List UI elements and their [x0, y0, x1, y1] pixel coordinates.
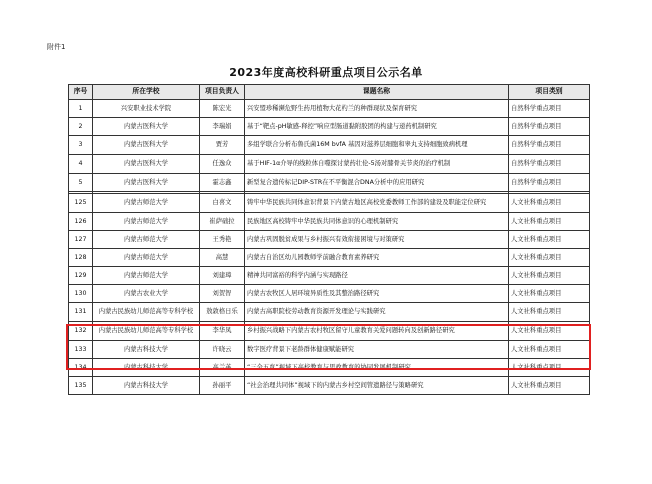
cell-project-name: 内蒙古高职院校劳动教育资源开发理论与实践研究 [245, 303, 509, 322]
table-row [69, 285, 590, 303]
cell-school: 兴安职业技术学院 [93, 100, 200, 118]
cell-leader: 高兰英 [200, 359, 245, 377]
cell-project-name: 内蒙古巩固脱贫成果与乡村振兴有效衔接困境与对策研究 [245, 231, 509, 249]
table-row [69, 249, 590, 267]
cell-no: 1 [69, 100, 93, 118]
cell-category: 人文社科重点项目 [509, 359, 590, 377]
table-row [69, 213, 590, 231]
cell-project-name: “三全五育”视域下高校教育与思政教育的协同发展机制研究 [245, 359, 509, 377]
table-row [69, 155, 590, 174]
cell-no: 4 [69, 155, 93, 174]
cell-project-name: 乡村振兴战略下内蒙古农村牧区留守儿童教育关爱问题转向及创新路径研究 [245, 322, 509, 341]
header-project-name: 课题名称 [245, 85, 509, 100]
cell-leader: 陈宏光 [200, 100, 245, 118]
cell-school: 内蒙古师范大学 [93, 249, 200, 267]
cell-leader: 崔萨础拉 [200, 213, 245, 231]
cell-category: 自然科学重点项目 [509, 100, 590, 118]
cell-school: 内蒙古师范大学 [93, 194, 200, 213]
cell-school: 内蒙古民族幼儿师范高等专科学校 [93, 322, 200, 341]
cell-leader: 高慧 [200, 249, 245, 267]
cell-school: 内蒙古师范大学 [93, 213, 200, 231]
cell-leader: 李华凤 [200, 322, 245, 341]
cell-no: 2 [69, 118, 93, 136]
cell-school: 内蒙古科技大学 [93, 359, 200, 377]
cell-leader: 李瑞娟 [200, 118, 245, 136]
cell-category: 人文社科重点项目 [509, 231, 590, 249]
cell-leader: 刘贺智 [200, 285, 245, 303]
table-header-row [69, 85, 590, 100]
cell-no: 129 [69, 267, 93, 285]
table-row [69, 359, 590, 377]
table-row [69, 341, 590, 359]
cell-category: 人文社科重点项目 [509, 194, 590, 213]
table-row [69, 136, 590, 155]
cell-leader: 任逸众 [200, 155, 245, 174]
cell-project-name: 精神共同富裕的科学内涵与实现路径 [245, 267, 509, 285]
cell-category: 自然科学重点项目 [509, 155, 590, 174]
cell-project-name: 基于HIF-1α介导的线粒体自噬探讨蒙药壮伦-5汤对膝骨关节炎的治疗机制 [245, 155, 509, 174]
header-school: 所在学校 [93, 85, 200, 100]
table-row-highlighted [69, 322, 590, 341]
cell-project-name: 数字医疗背景下老龄群体健康赋能研究 [245, 341, 509, 359]
cell-school: 内蒙古师范大学 [93, 267, 200, 285]
table-row [69, 118, 590, 136]
project-table-wrapper [68, 84, 589, 395]
cell-leader: 贾芳 [200, 136, 245, 155]
cell-no: 133 [69, 341, 93, 359]
cell-school: 内蒙古农业大学 [93, 285, 200, 303]
table-row [69, 174, 590, 192]
cell-category: 人文社科重点项目 [509, 322, 590, 341]
cell-school: 内蒙古医科大学 [93, 136, 200, 155]
cell-category: 人文社科重点项目 [509, 377, 590, 395]
cell-school: 内蒙古科技大学 [93, 377, 200, 395]
cell-category: 人文社科重点项目 [509, 267, 590, 285]
cell-no: 135 [69, 377, 93, 395]
table-row [69, 194, 590, 213]
cell-project-name: 内蒙古自治区幼儿园教师学前融合教育素养研究 [245, 249, 509, 267]
table-row [69, 231, 590, 249]
cell-project-name: 内蒙古农牧区人居环境异质性及其整治路径研究 [245, 285, 509, 303]
cell-project-name: “社会治理共同体”视域下的内蒙古乡村空间管遗路径与策略研究 [245, 377, 509, 395]
cell-leader: 霍志鑫 [200, 174, 245, 192]
cell-no: 126 [69, 213, 93, 231]
cell-project-name: 新型复合遗传标记DIP-STR在不平衡混合DNA分析中的应用研究 [245, 174, 509, 192]
table-row [69, 100, 590, 118]
project-table [68, 84, 590, 395]
table-row-highlighted [69, 303, 590, 322]
cell-category: 人文社科重点项目 [509, 213, 590, 231]
cell-no: 127 [69, 231, 93, 249]
cell-project-name: 基于“靶点-pH敏感-释控”响应型肠道黏附胶团的构建与递药机制研究 [245, 118, 509, 136]
cell-category: 自然科学重点项目 [509, 174, 590, 192]
cell-leader: 孙丽平 [200, 377, 245, 395]
cell-project-name: 铸牢中华民族共同体意识背景下内蒙古地区高校党委教师工作部的建设及职能定位研究 [245, 194, 509, 213]
cell-leader: 敖敦格日乐 [200, 303, 245, 322]
table-row [69, 267, 590, 285]
cell-project-name: 多组学联合分析布鲁氏菌16M bvfA 基因对滋养层细胞和睾丸支持细胞致病机理 [245, 136, 509, 155]
cell-project-name: 民族地区高校铸牢中华民族共同体意识的心理机制研究 [245, 213, 509, 231]
cell-no: 130 [69, 285, 93, 303]
cell-leader: 王秀艳 [200, 231, 245, 249]
cell-school: 内蒙古医科大学 [93, 155, 200, 174]
cell-no: 128 [69, 249, 93, 267]
cell-category: 人文社科重点项目 [509, 341, 590, 359]
table-row [69, 377, 590, 395]
cell-school: 内蒙古医科大学 [93, 118, 200, 136]
header-category: 项目类别 [509, 85, 590, 100]
cell-no: 3 [69, 136, 93, 155]
cell-no: 132 [69, 322, 93, 341]
cell-category: 自然科学重点项目 [509, 118, 590, 136]
cell-school: 内蒙古医科大学 [93, 174, 200, 192]
cell-no: 134 [69, 359, 93, 377]
cell-category: 自然科学重点项目 [509, 136, 590, 155]
cell-school: 内蒙古科技大学 [93, 341, 200, 359]
cell-category: 人文社科重点项目 [509, 303, 590, 322]
cell-leader: 许晓云 [200, 341, 245, 359]
page-title: 2023年度高校科研重点项目公示名单 [229, 66, 423, 79]
header-no: 序号 [69, 85, 93, 100]
cell-no: 5 [69, 174, 93, 192]
cell-category: 人文社科重点项目 [509, 249, 590, 267]
cell-leader: 刘建璋 [200, 267, 245, 285]
cell-category: 人文社科重点项目 [509, 285, 590, 303]
cell-leader: 白喜文 [200, 194, 245, 213]
cell-no: 125 [69, 194, 93, 213]
cell-school: 内蒙古师范大学 [93, 231, 200, 249]
header-leader: 项目负责人 [200, 85, 245, 100]
attachment-label: 附件1 [47, 43, 66, 51]
cell-project-name: 兴安盟珍稀濒危野生药用植物大花杓兰的种群现状及保育研究 [245, 100, 509, 118]
cell-no: 131 [69, 303, 93, 322]
cell-school: 内蒙古民族幼儿师范高等专科学校 [93, 303, 200, 322]
